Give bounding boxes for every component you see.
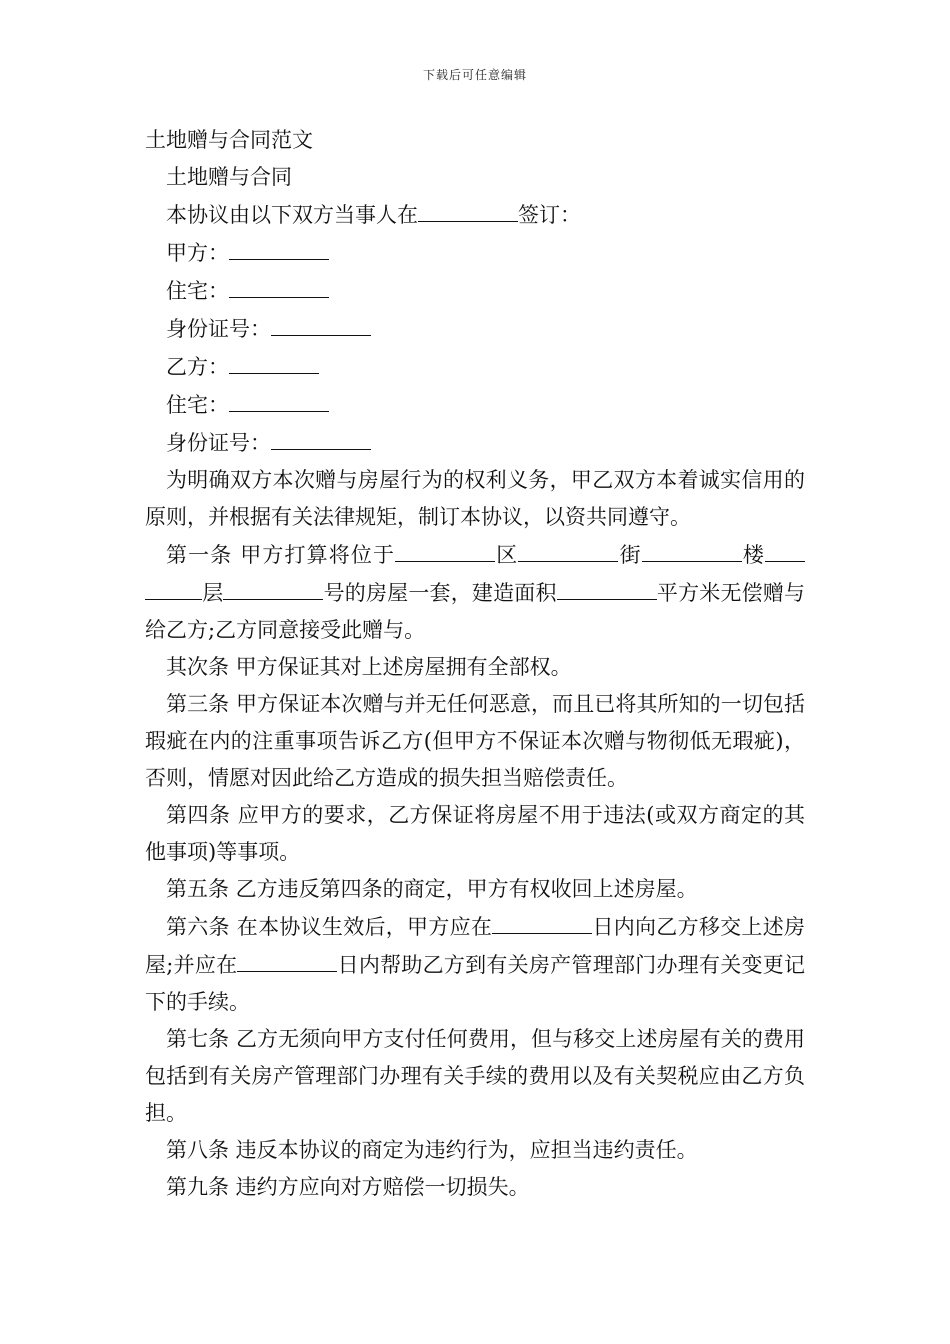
floor-blank-part2[interactable]: [145, 574, 202, 600]
id-b-line: [145, 424, 805, 462]
id-a-line: [145, 310, 805, 348]
article-1-text: 第一条 甲方打算将位于: [166, 543, 396, 567]
number-blank[interactable]: [223, 574, 323, 600]
document-body: [145, 159, 805, 1206]
party-b-line: [145, 348, 805, 386]
article-1: [145, 536, 805, 649]
article-1-street: 街: [618, 543, 642, 567]
article-7: 第七条 乙方无须向甲方支付任何费用，但与移交上述房屋有关的费用包括到有关房产管理部门办理有关手续的费用以及有关契税应由乙方负担。: [145, 1027, 805, 1125]
signing-place-blank[interactable]: [418, 196, 518, 222]
floor-blank-part1[interactable]: [765, 536, 805, 562]
id-b-blank[interactable]: [271, 424, 371, 450]
party-a-blank[interactable]: [229, 234, 329, 260]
intro-text: 本协议由以下双方当事人在: [166, 203, 418, 227]
article-8: 第八条 违反本协议的商定为违约行为，应担当违约责任。: [166, 1138, 698, 1162]
area-blank[interactable]: [557, 574, 657, 600]
article-1-district: 区: [495, 543, 519, 567]
article-1-area-text: 号的房屋一套，建造面积: [323, 581, 557, 605]
article-3: 第三条 甲方保证本次赠与并无任何恶意，而且已将其所知的一切包括瑕疵在内的注重事项告诉乙方(但甲方不保证本次赠与物彻低无瑕疵)，否则，情愿对因此给乙方造成的损失担当赔偿责任。: [145, 692, 805, 790]
party-a-line: [145, 234, 805, 272]
article-6: [145, 908, 805, 1021]
id-a-blank[interactable]: [271, 310, 371, 336]
address-b-label: 住宅：: [166, 393, 229, 417]
article-4: 第四条 应甲方的要求，乙方保证将房屋不用于违法(或双方商定的其他事项)等事项。: [145, 803, 805, 864]
intro-text-end: 签订：: [518, 203, 581, 227]
building-blank[interactable]: [642, 536, 742, 562]
address-b-line: [145, 386, 805, 424]
party-b-blank[interactable]: [229, 348, 319, 374]
intro-line: [145, 196, 805, 234]
page-header: 下载后可任意编辑: [422, 68, 527, 82]
article-1-floor: 层: [202, 581, 224, 605]
address-a-blank[interactable]: [229, 272, 329, 298]
article-6-end: 日内帮助乙方到有关房产管理部门办理有关变更记下的手续。: [145, 953, 805, 1014]
handover-days-blank[interactable]: [492, 908, 592, 934]
id-a-label: 身份证号：: [166, 317, 271, 341]
article-5: 第五条 乙方违反第四条的商定，甲方有权收回上述房屋。: [166, 877, 698, 901]
article-9: 第九条 违约方应向对方赔偿一切损失。: [166, 1175, 530, 1199]
address-a-line: [145, 272, 805, 310]
contract-subtitle: 土地赠与合同: [166, 165, 292, 189]
party-b-label: 乙方：: [166, 355, 229, 379]
district-blank[interactable]: [395, 536, 495, 562]
id-b-label: 身份证号：: [166, 431, 271, 455]
address-a-label: 住宅：: [166, 279, 229, 303]
street-blank[interactable]: [518, 536, 618, 562]
article-6-text: 第六条 在本协议生效后，甲方应在: [166, 915, 493, 939]
article-1-end: 平方米无偿赠与给乙方;乙方同意接受此赠与。: [145, 581, 806, 642]
party-a-label: 甲方：: [166, 241, 229, 265]
registration-days-blank[interactable]: [237, 946, 337, 972]
document-title: 土地赠与合同范文: [145, 128, 313, 152]
article-1-building: 楼: [741, 543, 766, 567]
article-2: 其次条 甲方保证其对上述房屋拥有全部权。: [166, 655, 572, 679]
preamble-paragraph: 为明确双方本次赠与房屋行为的权利义务，甲乙双方本着诚实信用的原则，并根据有关法律规矩，制订本协议，以资共同遵守。: [145, 468, 805, 529]
article-6-middle: 日内向乙方移交上述房屋;并应在: [145, 915, 805, 977]
address-b-blank[interactable]: [229, 386, 329, 412]
